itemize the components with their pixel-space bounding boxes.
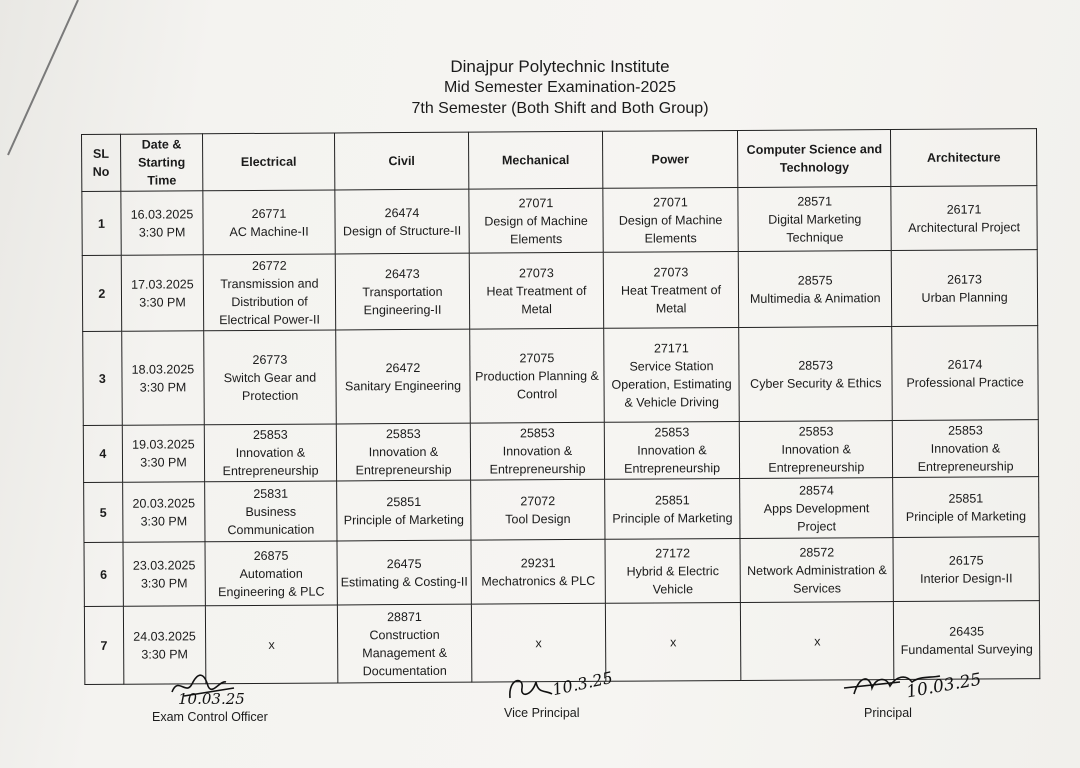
col-header-mechanical: Mechanical bbox=[469, 131, 603, 189]
table-row bbox=[84, 477, 1039, 543]
cell-cst bbox=[740, 421, 893, 479]
subject-name: Transportation Engineering-II bbox=[362, 284, 443, 317]
subject-name: Digital Marketing Technique bbox=[768, 211, 862, 245]
cell-civil bbox=[336, 480, 471, 541]
subject-name: Design of Structure-II bbox=[342, 223, 462, 238]
cell-mechanical bbox=[471, 422, 605, 480]
cell-sl: 2 bbox=[82, 255, 121, 331]
col-header-date: Date & Starting Time bbox=[120, 134, 203, 192]
signature-date: 10.03.25 bbox=[178, 690, 245, 708]
exam-date: 23.03.2025 bbox=[132, 557, 196, 573]
cell-electrical bbox=[205, 481, 337, 542]
subject-code: 26435 bbox=[949, 623, 985, 639]
subject-code: 26474 bbox=[384, 205, 420, 220]
cell-electrical bbox=[205, 424, 337, 482]
subject-code: 28871 bbox=[387, 609, 422, 624]
subject-name: Professional Practice bbox=[906, 374, 1024, 390]
cell-architecture bbox=[891, 186, 1037, 251]
exam-date: 18.03.2025 bbox=[131, 361, 195, 377]
signature-date: 10.3.25 bbox=[550, 667, 615, 700]
table-row bbox=[84, 537, 1039, 607]
cell-power bbox=[603, 251, 739, 328]
subject-name: Design of Machine Elements bbox=[484, 213, 588, 246]
cell-mechanical bbox=[471, 539, 605, 604]
exam-time: 3:30 PM bbox=[138, 224, 186, 240]
subject-code: 25853 bbox=[385, 426, 421, 442]
cell-date bbox=[121, 191, 204, 256]
exam-time: 3:30 PM bbox=[139, 294, 186, 310]
subject-code: 25851 bbox=[386, 494, 422, 509]
subject-name: Network Administration & Services bbox=[747, 562, 887, 596]
cell-sl: 4 bbox=[83, 425, 122, 482]
cell-sl: 5 bbox=[84, 482, 123, 542]
subject-code: 26473 bbox=[384, 266, 420, 281]
col-header-power: Power bbox=[602, 130, 738, 188]
cell-mechanical bbox=[469, 188, 603, 253]
cell-electrical bbox=[203, 190, 335, 255]
no-exam-mark: x bbox=[268, 637, 275, 652]
subject-name: Cyber Security & Ethics bbox=[750, 375, 882, 391]
cell-power bbox=[603, 327, 739, 422]
no-exam-mark: x bbox=[669, 634, 677, 649]
cell-electrical bbox=[205, 541, 337, 606]
subject-code: 26472 bbox=[385, 360, 421, 375]
subject-code: 26173 bbox=[947, 271, 982, 287]
subject-name: Sanitary Engineering bbox=[344, 378, 462, 393]
subject-code: 25851 bbox=[654, 492, 690, 508]
subject-name: Principle of Marketing bbox=[343, 512, 464, 527]
cell-date bbox=[121, 255, 204, 332]
subject-code: 26475 bbox=[386, 556, 422, 571]
subject-code: 25853 bbox=[252, 427, 288, 442]
signature-label: Vice Principal bbox=[504, 706, 580, 720]
subject-name: Service Station Operation, Estimating & Vehicle Driving bbox=[611, 358, 732, 410]
cell-architecture bbox=[891, 250, 1037, 327]
signature-date: 10.03.25 bbox=[904, 669, 983, 703]
cell-mechanical bbox=[471, 479, 605, 540]
cell-cst bbox=[740, 538, 893, 603]
subject-code: 25853 bbox=[798, 424, 834, 439]
cell-sl: 1 bbox=[82, 191, 121, 255]
table-row bbox=[82, 186, 1037, 256]
subject-code: 27075 bbox=[519, 350, 555, 365]
cell-cst bbox=[740, 478, 893, 539]
subject-name: Fundamental Surveying bbox=[900, 641, 1033, 657]
subject-name: AC Machine-II bbox=[229, 224, 309, 239]
subject-code: 26174 bbox=[947, 356, 983, 372]
cell-date bbox=[122, 425, 205, 483]
col-header-civil: Civil bbox=[334, 132, 469, 190]
no-exam-mark: x bbox=[535, 635, 542, 650]
cell-date bbox=[122, 482, 205, 543]
subject-name: Urban Planning bbox=[921, 289, 1008, 305]
subject-code: 27071 bbox=[653, 194, 688, 210]
subject-name: Hybrid & Electric Vehicle bbox=[626, 563, 719, 597]
subject-name: Estimating & Costing-II bbox=[340, 574, 468, 589]
subject-name: Principle of Marketing bbox=[612, 510, 733, 526]
subject-name: Tool Design bbox=[505, 511, 571, 526]
subject-code: 28571 bbox=[797, 193, 833, 209]
cell-civil bbox=[337, 604, 472, 683]
subject-name: Architectural Project bbox=[908, 219, 1021, 235]
subject-code: 28573 bbox=[798, 357, 834, 373]
subject-name: Innovation & Entrepreneurship bbox=[355, 444, 452, 478]
subject-code: 26875 bbox=[253, 548, 289, 563]
subject-name: Apps Development Project bbox=[763, 500, 870, 534]
cell-power bbox=[605, 602, 741, 681]
exam-date: 16.03.2025 bbox=[130, 206, 194, 222]
signature-label: Principal bbox=[864, 706, 912, 720]
cell-sl: 6 bbox=[84, 542, 123, 606]
cell-sl: 7 bbox=[84, 606, 123, 684]
subject-name: Construction Management & Documentation bbox=[362, 627, 448, 678]
cell-cst bbox=[739, 327, 892, 422]
cell-mechanical bbox=[470, 328, 604, 423]
col-header-sl: SL No bbox=[82, 134, 121, 191]
cell-civil bbox=[335, 329, 470, 424]
cell-cst bbox=[738, 187, 891, 252]
subject-code: 28575 bbox=[797, 272, 833, 288]
subject-name: Switch Gear and Protection bbox=[223, 370, 317, 403]
subject-code: 27071 bbox=[518, 195, 554, 210]
cell-power bbox=[604, 478, 740, 539]
signature-label: Exam Control Officer bbox=[152, 710, 268, 724]
cell-date bbox=[121, 331, 204, 426]
subject-code: 26175 bbox=[948, 552, 984, 568]
cell-civil bbox=[336, 423, 471, 481]
subject-code: 25831 bbox=[253, 486, 289, 501]
subject-name: Automation Engineering & PLC bbox=[218, 566, 325, 599]
table-body bbox=[82, 186, 1040, 685]
exam-time: 3:30 PM bbox=[140, 513, 188, 529]
col-header-electrical: Electrical bbox=[203, 133, 335, 191]
exam-date: 20.03.2025 bbox=[132, 495, 196, 511]
cell-civil bbox=[337, 540, 472, 605]
subject-code: 27072 bbox=[520, 493, 556, 508]
institute-name: Dinajpur Polytechnic Institute bbox=[450, 57, 670, 76]
cell-cst bbox=[739, 251, 892, 328]
exam-title: Mid Semester Examination-2025 bbox=[443, 79, 677, 96]
exam-time: 3:30 PM bbox=[139, 379, 187, 395]
subject-name: Heat Treatment of Metal bbox=[486, 283, 587, 316]
col-header-cst: Computer Science and Technology bbox=[738, 130, 891, 188]
subject-name: Innovation & Entrepreneurship bbox=[222, 445, 319, 479]
no-exam-mark: x bbox=[814, 633, 821, 649]
cell-power bbox=[603, 187, 739, 252]
subject-code: 28574 bbox=[799, 482, 834, 498]
cell-architecture bbox=[892, 326, 1038, 421]
subject-code: 26773 bbox=[252, 352, 288, 367]
exam-date: 24.03.2025 bbox=[133, 628, 196, 644]
subject-code: 27171 bbox=[653, 340, 689, 356]
table-row bbox=[82, 250, 1037, 332]
subject-name: Multimedia & Animation bbox=[749, 290, 881, 306]
subject-name: Mechatronics & PLC bbox=[481, 573, 596, 589]
subject-name: Principle of Marketing bbox=[905, 508, 1027, 524]
exam-schedule-table bbox=[81, 128, 1040, 685]
cell-date bbox=[123, 542, 206, 607]
subject-name: Innovation & Entrepreneurship bbox=[917, 441, 1014, 474]
subject-code: 25851 bbox=[948, 490, 984, 506]
cell-civil bbox=[335, 253, 470, 330]
subject-code: 28572 bbox=[799, 544, 835, 560]
subject-name: Business Communication bbox=[227, 504, 315, 537]
subject-code: 25853 bbox=[654, 425, 690, 440]
cell-civil bbox=[335, 189, 470, 254]
cell-architecture bbox=[892, 420, 1038, 478]
table-header-row bbox=[82, 129, 1037, 192]
exam-time: 3:30 PM bbox=[140, 575, 188, 591]
semester-title: 7th Semester (Both Shift and Both Group) bbox=[411, 100, 709, 117]
subject-name: Heat Treatment of Metal bbox=[620, 282, 722, 315]
subject-name: Transmission and Distribution of Electrical Power-II bbox=[219, 276, 321, 327]
document-header bbox=[0, 56, 1080, 119]
table-row bbox=[83, 420, 1038, 483]
subject-code: 26171 bbox=[946, 202, 982, 217]
subject-code: 26771 bbox=[251, 206, 287, 221]
exam-time: 3:30 PM bbox=[140, 455, 187, 470]
exam-time: 3:30 PM bbox=[141, 646, 188, 662]
subject-name: Innovation & Entrepreneurship bbox=[624, 443, 721, 476]
cell-sl: 3 bbox=[83, 331, 122, 425]
subject-code: 27073 bbox=[653, 264, 689, 280]
subject-code: 25853 bbox=[948, 423, 983, 438]
cell-electrical bbox=[204, 330, 336, 425]
col-header-architecture: Architecture bbox=[891, 129, 1037, 187]
cell-architecture bbox=[893, 477, 1039, 538]
subject-code: 27073 bbox=[518, 265, 554, 280]
subject-name: Interior Design-II bbox=[920, 570, 1013, 586]
subject-name: Design of Machine Elements bbox=[618, 212, 723, 246]
cell-architecture bbox=[893, 537, 1039, 602]
exam-date: 19.03.2025 bbox=[132, 437, 195, 452]
subject-code: 26772 bbox=[251, 258, 287, 273]
subject-code: 25853 bbox=[519, 426, 555, 441]
cell-electrical bbox=[204, 254, 336, 331]
exam-date: 17.03.2025 bbox=[131, 276, 194, 292]
cell-mechanical bbox=[470, 252, 604, 329]
cell-power bbox=[605, 538, 741, 603]
table-row bbox=[83, 326, 1039, 426]
cell-power bbox=[604, 421, 740, 479]
subject-name: Innovation & Entrepreneurship bbox=[489, 444, 586, 477]
subject-code: 27172 bbox=[655, 545, 691, 560]
subject-name: Innovation & Entrepreneurship bbox=[768, 442, 865, 475]
subject-code: 29231 bbox=[520, 555, 556, 570]
subject-name: Production Planning & Control bbox=[475, 368, 599, 401]
